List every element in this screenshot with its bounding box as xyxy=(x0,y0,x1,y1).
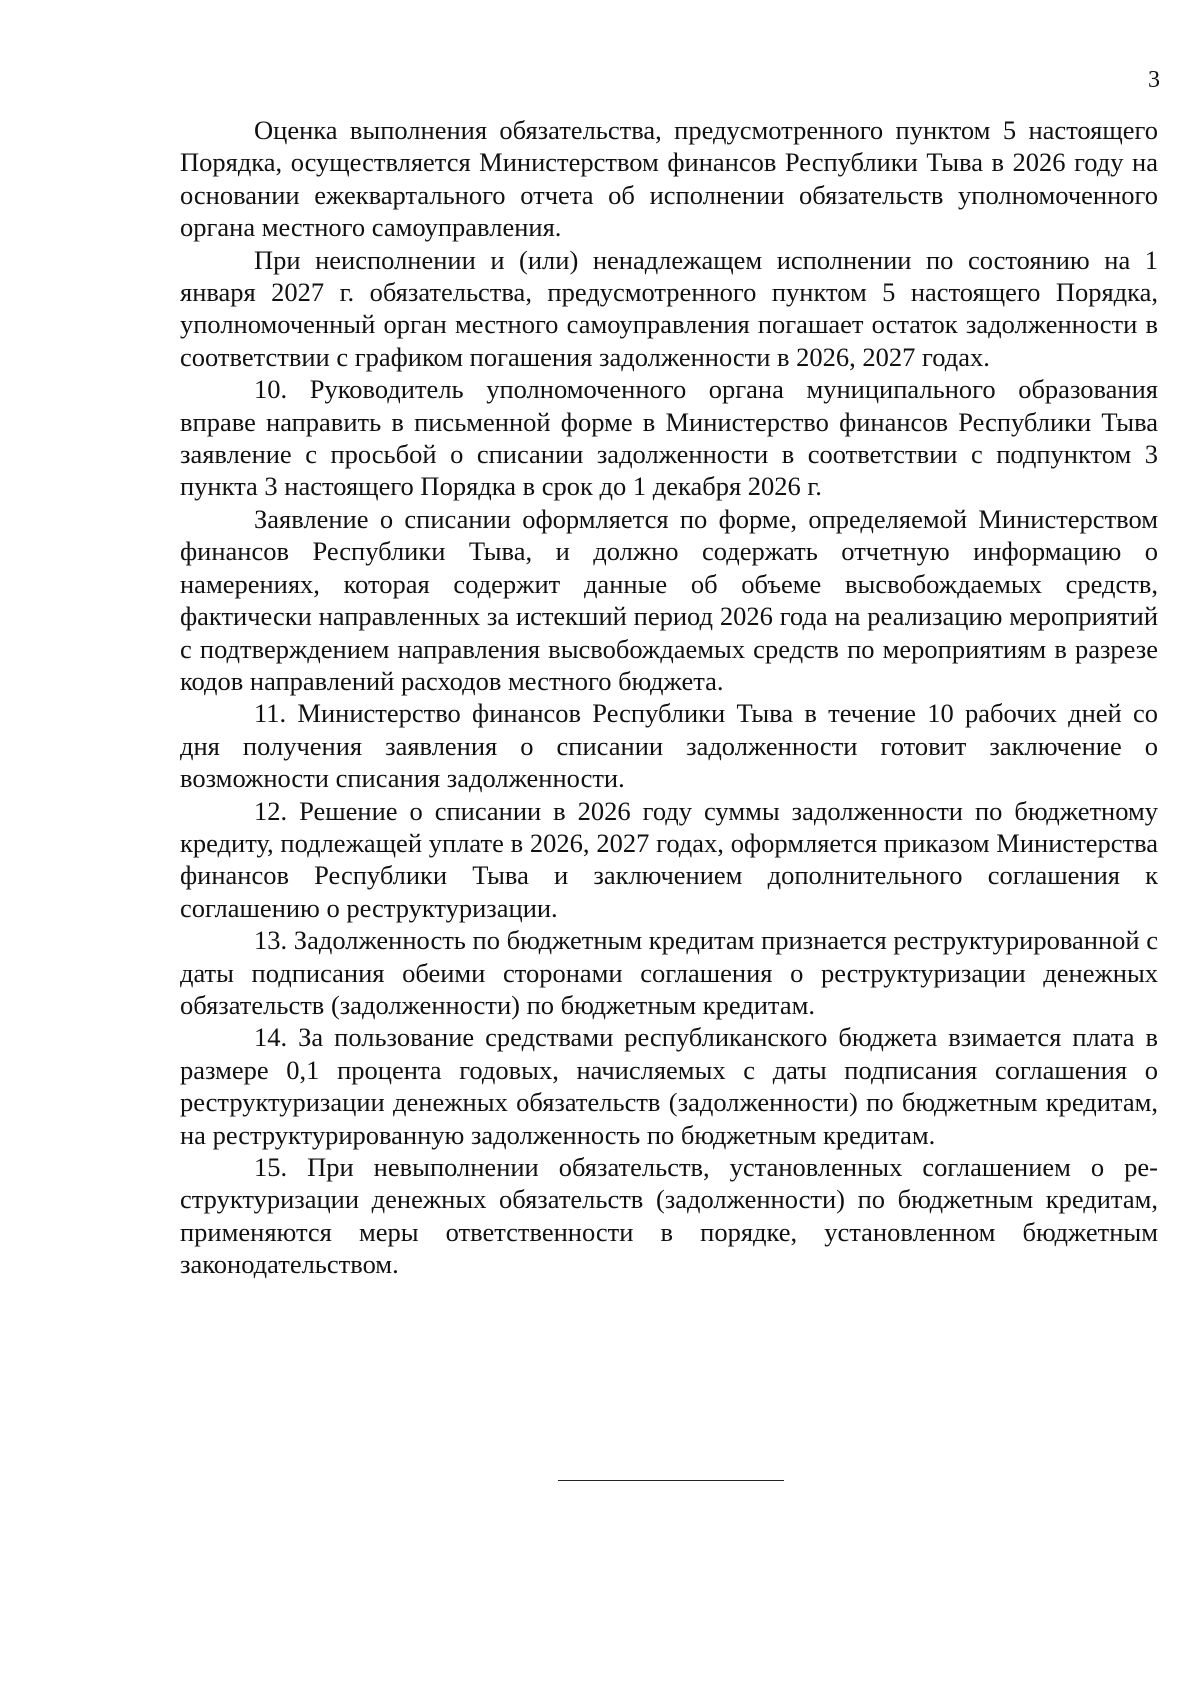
paragraph-obligation-assessment: Оценка выполнения обязательства, предусмотренного пунктом 5 настоящего Порядка, осуществляется Министерством финансов Республики Тыва в 2026 году на основании ежеквартального отчета об исполнении обязательств уполномоченного органа местного самоуправления. xyxy=(180,115,1158,243)
paragraph-item-13: 13. Задолженность по бюджетным кредитам признается реструктурированной с даты подписания обеими сторонами соглашения о реструктуризации денежных обязательств (задолженности) по бюджетным кредитам. xyxy=(180,925,1158,1020)
paragraph-non-fulfillment: При неисполнении и (или) ненадлежащем исполнении по состоянию на 1 января 2027 г. обязательства, предусмотренного пунктом 5 настоящего Порядка, уполномоченный орган местного самоуправления погашает остаток задолженности в соответствии с графиком погашения задолженности в 2026, 2027 годах. xyxy=(180,244,1158,372)
document-body xyxy=(180,114,1158,1281)
end-of-document-rule xyxy=(558,1480,784,1481)
paragraph-item-12: 12. Решение о списании в 2026 году суммы задолженности по бюджетному кредиту, подлежащей уплате в 2026, 2027 годах, оформляется приказом Министерства финансов Республики Тыва и заключением дополнительного соглашения к соглашению о реструктуризации. xyxy=(180,795,1158,923)
page-number: 3 xyxy=(1148,67,1160,93)
paragraph-item-15: 15. При невыполнении обязательств, установленных соглашением о реструктуризации денежных обязательств (задолженности) по бюджетным кредитам, применяются меры ответственности в порядке, установленном бюджетным законодательством. xyxy=(180,1152,1158,1280)
paragraph-item-14: 14. За пользование средствами республиканского бюджета взимается плата в размере 0,1 процента годовых, начисляемых с даты подписания соглашения о реструктуризации денежных обязательств (задолженности) по бюджетным кредитам, на реструктурированную задолженность по бюджетным кредитам. xyxy=(180,1022,1158,1150)
paragraph-write-off-application: Заявление о списании оформляется по форме, определяемой Министерством финансов Республики Тыва, и должно содержать отчетную информацию о намерениях, которая содержит данные об объеме высвобождаемых средств, фактически направленных за истекший период 2026 года на реализацию мероприятий с подтверждением направления высвобождаемых средств по мероприятиям в разрезе кодов направлений расходов местного бюджета. xyxy=(180,503,1158,696)
paragraph-item-10: 10. Руководитель уполномоченного органа муниципального образования вправе направить в письменной форме в Министерство финансов Республики Тыва заявление с просьбой о списании задолженности в соответствии с подпунктом 3 пункта 3 настоящего Порядка в срок до 1 декабря 2026 г. xyxy=(180,374,1158,502)
paragraph-item-11: 11. Министерство финансов Республики Тыва в течение 10 рабочих дней со дня получения заявления о списании задолженности готовит заключение о возможности списания задолженности. xyxy=(180,698,1158,794)
